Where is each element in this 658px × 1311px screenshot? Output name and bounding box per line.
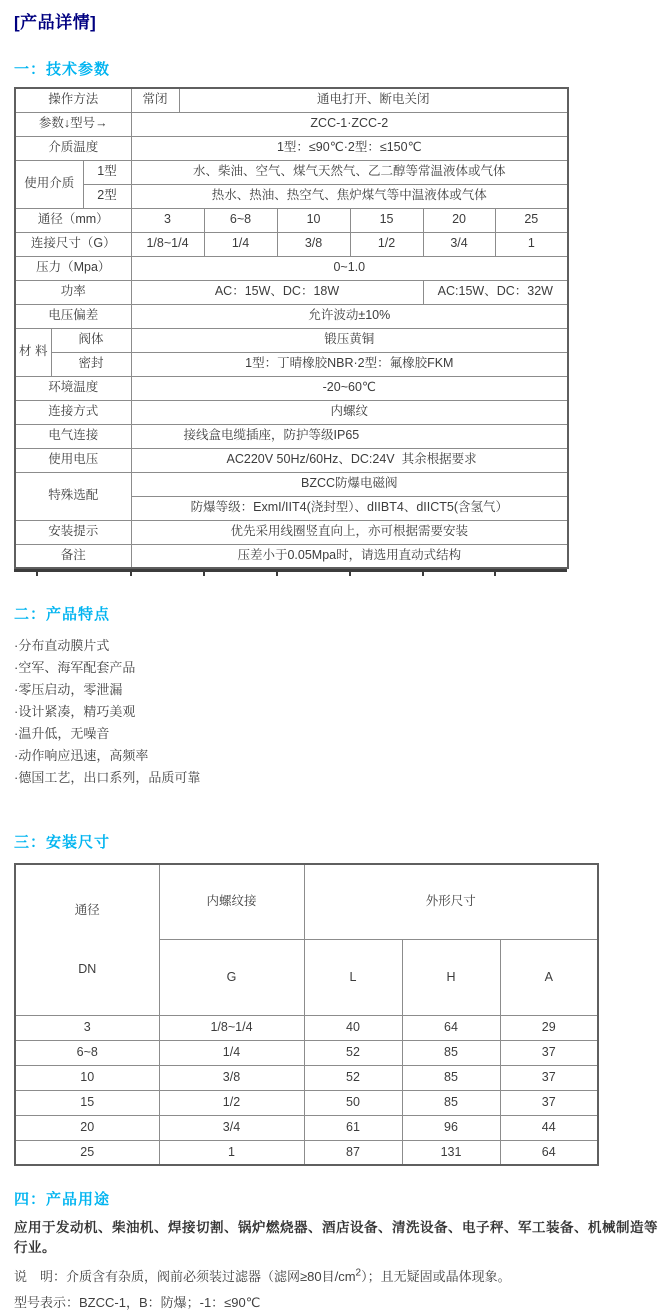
- cell-install-value: 优先采用线圈竖直向上，亦可根据需要安装: [131, 520, 568, 544]
- dimensions-table: [14, 863, 599, 1166]
- dim-cell: 37: [500, 1090, 598, 1115]
- row-connection-type: [15, 400, 568, 424]
- tick-mark: [276, 572, 278, 576]
- dim-row: [15, 1040, 598, 1065]
- dim-cell: 1/2: [159, 1090, 304, 1115]
- cell-power-dc: AC:15W、DC：32W: [423, 280, 568, 304]
- dim-cell: 29: [500, 1015, 598, 1040]
- row-remark: [15, 544, 568, 568]
- cell-op-sub: 常闭: [131, 88, 179, 112]
- cell-dn-4: 20: [423, 208, 495, 232]
- cell-g-5: 1: [495, 232, 568, 256]
- section-heading-usage: 四：产品用途: [14, 1191, 111, 1209]
- usage-note-line: [14, 1266, 658, 1285]
- cell-material-label: 材 料: [15, 328, 51, 376]
- row-env-temp: [15, 376, 568, 400]
- cell-dn-0: 3: [131, 208, 204, 232]
- usage-note-post: ）；且无疑固或晶体现象。: [361, 1269, 511, 1285]
- feature-item: ·分布直动膜片式: [14, 638, 110, 653]
- cell-g-2: 3/8: [277, 232, 350, 256]
- cell-g-4: 3/4: [423, 232, 495, 256]
- row-pressure: [15, 256, 568, 280]
- cell-op-value: 通电打开、断电关闭: [179, 88, 568, 112]
- row-medium-temp: [15, 136, 568, 160]
- feature-item: ·设计紧凑，精巧美观: [14, 704, 136, 719]
- cell-conn-label: 连接方式: [15, 400, 131, 424]
- dim-header-shape: 外形尺寸: [304, 864, 598, 940]
- cell-install-label: 安装提示: [15, 520, 131, 544]
- row-material-seal: [15, 352, 568, 376]
- cell-env-value: -20~60℃: [131, 376, 568, 400]
- cell-note-value: 压差小于0.05Mpa时，请选用直动式结构: [131, 544, 568, 568]
- cell-g-label: 连接尺寸（G）: [15, 232, 131, 256]
- dim-cell: 64: [402, 1015, 500, 1040]
- section-heading-dimensions: 三：安装尺寸: [14, 834, 111, 851]
- dim-header-row-1: [15, 864, 598, 940]
- tick-mark: [203, 572, 205, 576]
- dim-header-dn-line1: 通径: [74, 903, 100, 918]
- page-title: [产品详情]: [14, 13, 97, 32]
- cell-material-body-value: 锻压黄铜: [131, 328, 568, 352]
- row-install-tip: [15, 520, 568, 544]
- cell-env-label: 环境温度: [15, 376, 131, 400]
- dim-cell: 85: [402, 1040, 500, 1065]
- cell-usevolt-value: AC220V 50Hz/60Hz、DC:24V 其余根据要求: [131, 448, 568, 472]
- cell-param-label: 参数↓型号→: [15, 112, 131, 136]
- dim-cell: 37: [500, 1065, 598, 1090]
- feature-item: ·动作响应迅速，高频率: [14, 748, 149, 763]
- dim-cell: 37: [500, 1040, 598, 1065]
- dim-cell: 85: [402, 1090, 500, 1115]
- row-operation: [15, 88, 568, 112]
- dim-row: [15, 1015, 598, 1040]
- cell-dn-label: 通径（mm）: [15, 208, 131, 232]
- dim-header-l: L: [304, 940, 402, 1016]
- row-medium-type2: [15, 184, 568, 208]
- cell-power-label: 功率: [15, 280, 131, 304]
- row-diameter: [15, 208, 568, 232]
- cell-voltdev-label: 电压偏差: [15, 304, 131, 328]
- cell-g-1: 1/4: [204, 232, 277, 256]
- cell-material-seal-label: 密封: [51, 352, 131, 376]
- dim-cell: 52: [304, 1040, 402, 1065]
- feature-item: ·德国工艺，出口系列，品质可靠: [14, 770, 201, 785]
- usage-note-superscript: 2: [355, 1267, 362, 1279]
- cell-g-0: 1/8~1/4: [131, 232, 204, 256]
- dim-cell: 87: [304, 1140, 402, 1165]
- dim-header-a: A: [500, 940, 598, 1016]
- dim-header-h: H: [402, 940, 500, 1016]
- row-param-model: [15, 112, 568, 136]
- dim-header-dn: [15, 864, 159, 1015]
- cell-special-label: 特殊选配: [15, 472, 131, 520]
- dim-cell: 96: [402, 1115, 500, 1140]
- feature-list: [14, 635, 658, 789]
- cell-g-3: 1/2: [350, 232, 423, 256]
- dim-cell: 40: [304, 1015, 402, 1040]
- dim-cell: 10: [15, 1065, 159, 1090]
- cell-param-value: ZCC-1·ZCC-2: [131, 112, 568, 136]
- feature-item: ·空军、海军配套产品: [14, 660, 136, 675]
- cell-note-label: 备注: [15, 544, 131, 568]
- dim-cell: 3: [15, 1015, 159, 1040]
- dim-header-g: G: [159, 940, 304, 1016]
- cell-usevolt-label: 使用电压: [15, 448, 131, 472]
- row-special-1: [15, 472, 568, 496]
- dim-cell: 52: [304, 1065, 402, 1090]
- dim-cell: 64: [500, 1140, 598, 1165]
- dim-cell: 44: [500, 1115, 598, 1140]
- cell-dn-2: 10: [277, 208, 350, 232]
- dim-cell: 50: [304, 1090, 402, 1115]
- cell-elec-value: 接线盒电缆插座，防护等级IP65: [131, 424, 568, 448]
- cell-voltdev-value: 允许波动±10%: [131, 304, 568, 328]
- cell-temp-label: 介质温度: [15, 136, 131, 160]
- dim-cell: 85: [402, 1065, 500, 1090]
- cell-dn-3: 15: [350, 208, 423, 232]
- cell-op-label: 操作方法: [15, 88, 131, 112]
- cell-medium-t1-label: 1型: [83, 160, 131, 184]
- dim-cell: 3/8: [159, 1065, 304, 1090]
- cell-material-body-label: 阀体: [51, 328, 131, 352]
- section-heading-features: 二：产品特点: [14, 606, 111, 623]
- usage-note-pre: 说 明：介质含有杂质，阀前必须装过滤器（滤网≥80目/cm: [14, 1269, 356, 1285]
- dim-cell: 6~8: [15, 1040, 159, 1065]
- cell-elec-label: 电气连接: [15, 424, 131, 448]
- row-medium-type1: [15, 160, 568, 184]
- cell-special-value-2: 防爆等级：ExmI/IIT4(浇封型）、dIIBT4、dIICT5(含氢气）: [131, 496, 568, 520]
- dim-cell: 1/4: [159, 1040, 304, 1065]
- cell-special-value-1: BZCC防爆电磁阀: [131, 472, 568, 496]
- cell-material-seal-value: 1型：丁晴橡胶NBR·2型：氟橡胶FKM: [131, 352, 568, 376]
- tick-mark: [36, 572, 38, 576]
- dim-row: [15, 1140, 598, 1165]
- cell-power-ac: AC：15W、DC：18W: [131, 280, 423, 304]
- row-use-voltage: [15, 448, 568, 472]
- dim-cell: 25: [15, 1140, 159, 1165]
- cell-dn-1: 6~8: [204, 208, 277, 232]
- cell-dn-5: 25: [495, 208, 568, 232]
- dim-header-dn-line2: DN: [78, 961, 97, 976]
- dim-cell: 1/8~1/4: [159, 1015, 304, 1040]
- cell-medium-t2-label: 2型: [83, 184, 131, 208]
- cell-pressure-value: 0~1.0: [131, 256, 568, 280]
- row-connection-size: [15, 232, 568, 256]
- row-material-body: [15, 328, 568, 352]
- cell-conn-value: 内螺纹: [131, 400, 568, 424]
- dim-cell: 20: [15, 1115, 159, 1140]
- usage-industries-line: 应用于发动机、柴油机、焊接切割、锅炉燃烧器、酒店设备、清洗设备、电子秤、军工装备、机械制造等行业。: [14, 1220, 658, 1256]
- dim-cell: 15: [15, 1090, 159, 1115]
- dim-row: [15, 1090, 598, 1115]
- tech-table-bottom-edge: [14, 569, 567, 574]
- tick-mark: [349, 572, 351, 576]
- model-designation-line: 型号表示：BZCC-1，B：防爆；-1：≤90℃: [14, 1295, 261, 1311]
- section-heading-tech-params: 一：技术参数: [14, 61, 111, 78]
- feature-item: ·零压启动，零泄漏: [14, 682, 123, 697]
- cell-medium-label: 使用介质: [15, 160, 83, 208]
- dim-cell: 61: [304, 1115, 402, 1140]
- dim-row: [15, 1065, 598, 1090]
- cell-temp-value: 1型：≤90℃·2型：≤150℃: [131, 136, 568, 160]
- dim-header-thread: 内螺纹接: [159, 864, 304, 940]
- dim-cell: 3/4: [159, 1115, 304, 1140]
- cell-pressure-label: 压力（Mpa）: [15, 256, 131, 280]
- row-power: [15, 280, 568, 304]
- dim-cell: 131: [402, 1140, 500, 1165]
- row-voltage-deviation: [15, 304, 568, 328]
- row-electrical: [15, 424, 568, 448]
- dim-cell: 1: [159, 1140, 304, 1165]
- cell-medium-t1-value: 水、柴油、空气、煤气天然气、乙二醇等常温液体或气体: [131, 160, 568, 184]
- cell-medium-t2-value: 热水、热油、热空气、焦炉煤气等中温液体或气体: [131, 184, 568, 208]
- tech-params-table: [14, 87, 569, 569]
- tick-mark: [422, 572, 424, 576]
- tick-mark: [130, 572, 132, 576]
- dim-row: [15, 1115, 598, 1140]
- tick-mark: [494, 572, 496, 576]
- feature-item: ·温升低，无噪音: [14, 726, 110, 741]
